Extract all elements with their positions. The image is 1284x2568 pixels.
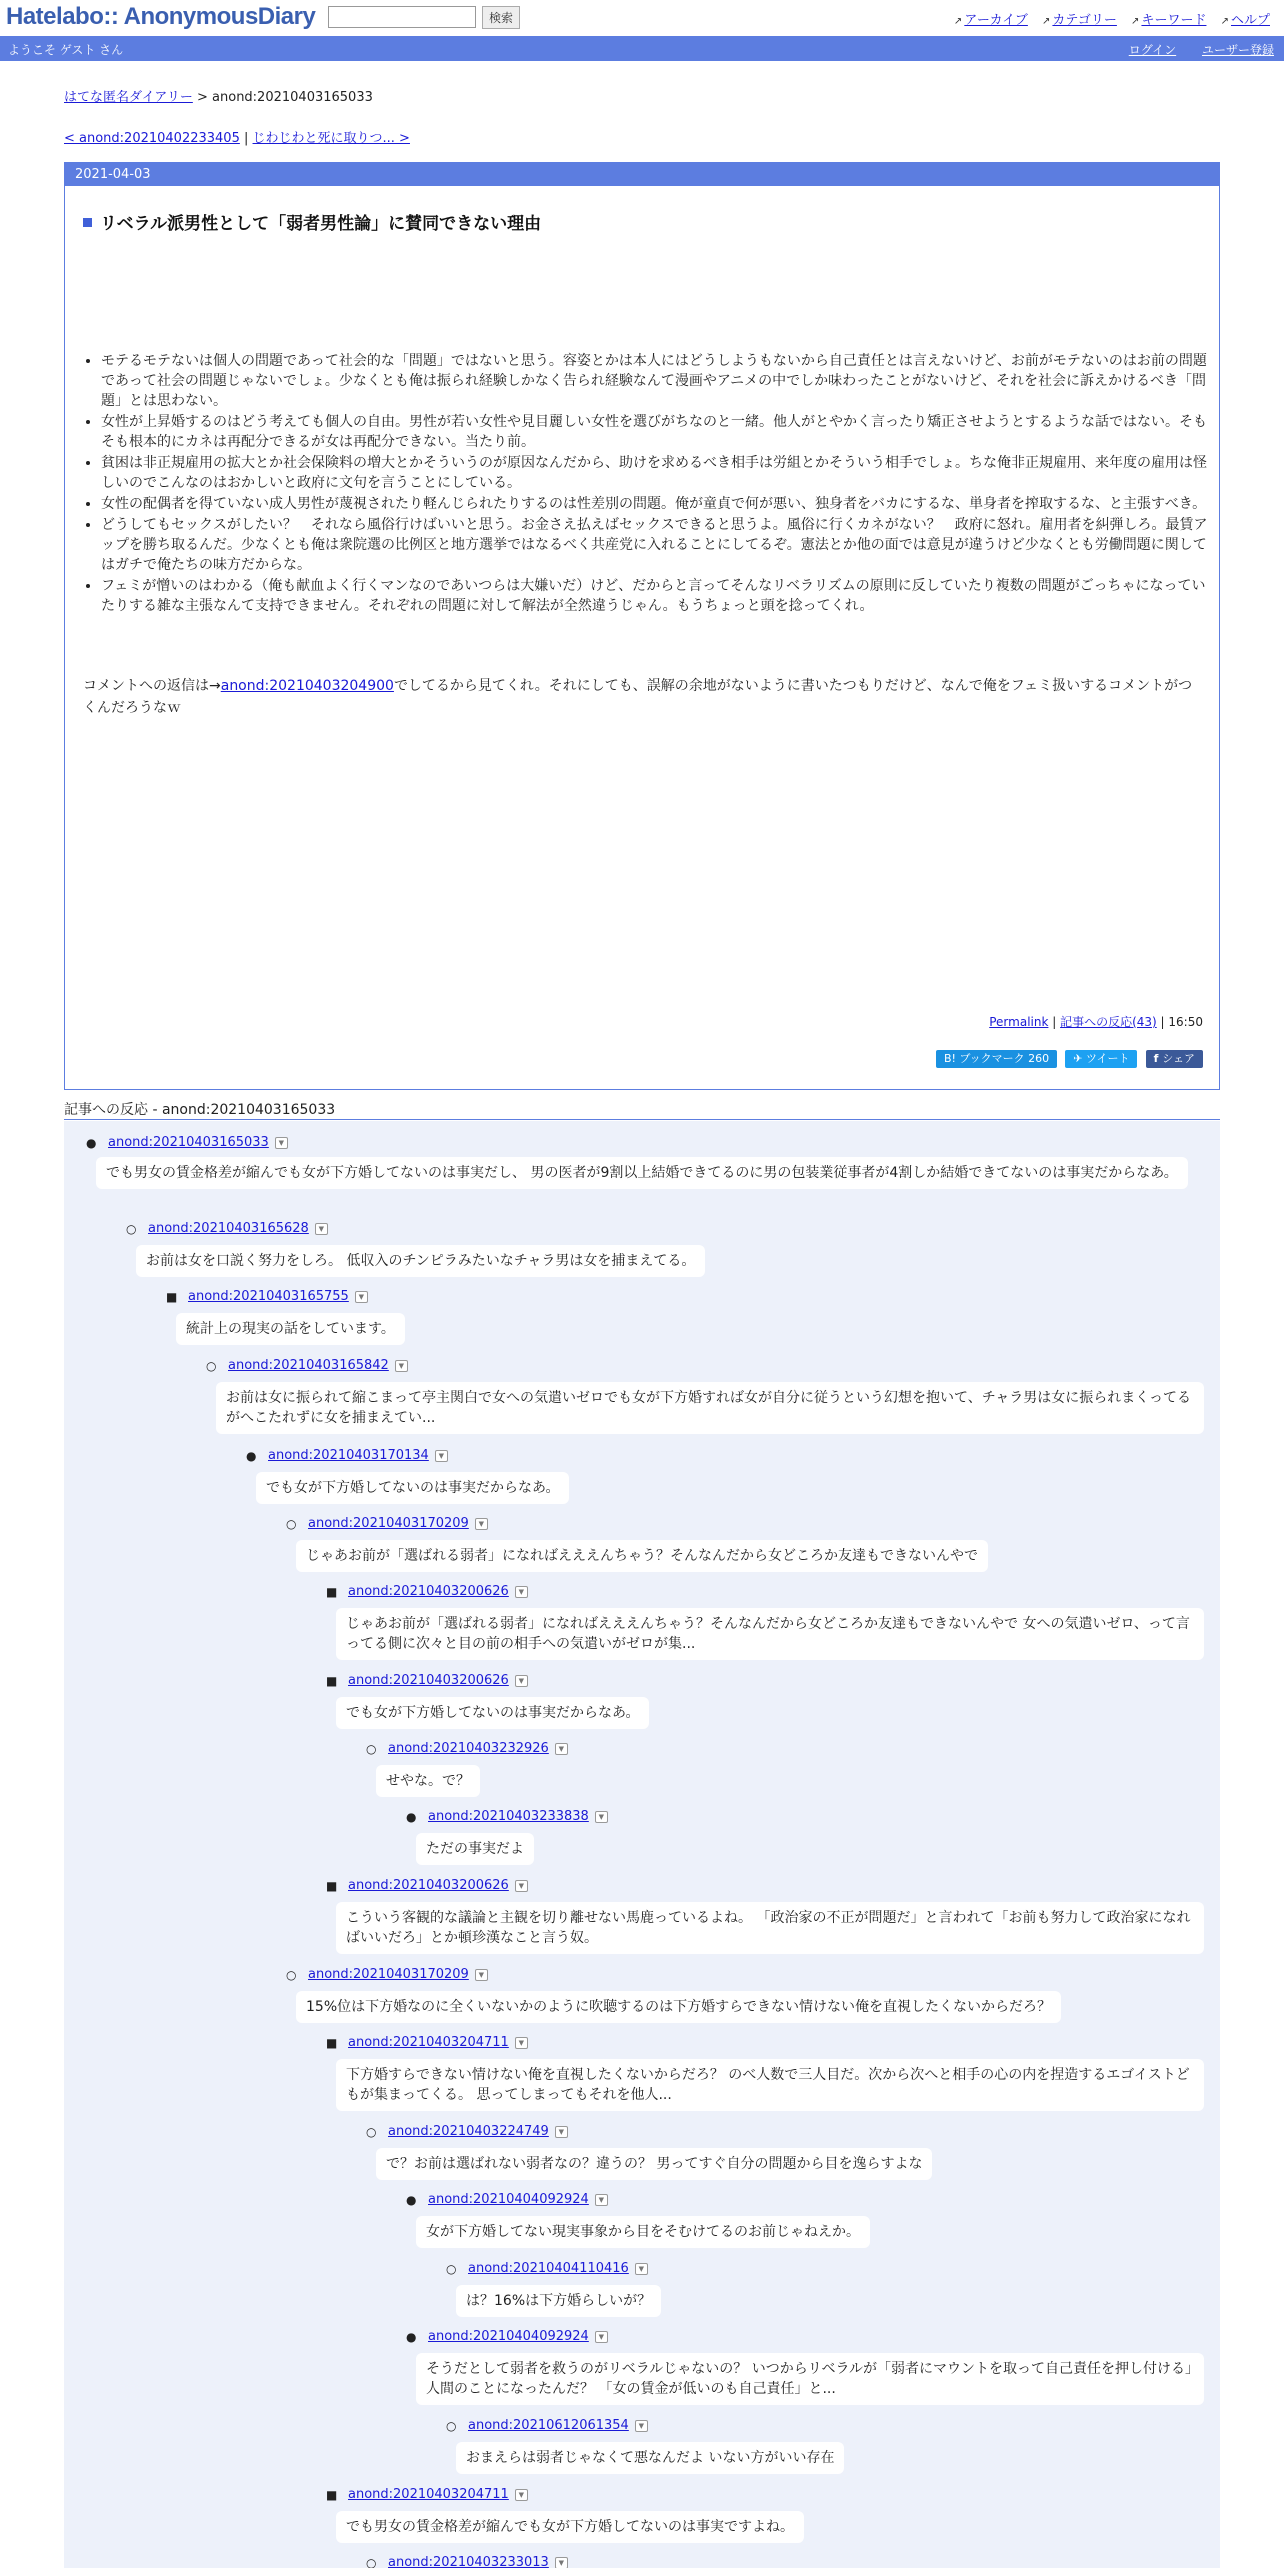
tree-bullet: ○ [366, 2556, 377, 2568]
response-excerpt: でも女が下方婚してないのは事実だからなあ。 [336, 1697, 649, 1729]
response-item [148, 1221, 328, 1236]
tree-bullet: ■ [326, 1585, 338, 1599]
tree-bullet: ● [406, 2193, 417, 2207]
response-link[interactable]: anond:20210403170134 [268, 1448, 429, 1463]
search-input[interactable] [328, 6, 476, 28]
response-link[interactable]: anond:20210404092924 [428, 2192, 589, 2207]
tree-bullet: ● [406, 2330, 417, 2344]
response-excerpt: でも男女の賃金格差が縮んでも女が下方婚してないのは事実だし、 男の医者が9割以上結婚できてるのに男の包装業従事者が4割しか結婚できてないのは事実だからなあ。 [96, 1157, 1188, 1189]
archive-link[interactable]: アーカイブ [964, 13, 1028, 28]
response-item [348, 2487, 528, 2502]
response-excerpt: で？お前は選ばれない弱者なの？違うの？ 男ってすぐ自分の問題から目を逸らすよな [376, 2148, 932, 2180]
tree-bullet: ○ [446, 2262, 457, 2276]
entry-bullet: • モテるモテないは個人の問題であって社会的な「問題」ではないと思う。容姿とかは本人にはどうしようもないから自己責任とは言えないけど、お前がモテないのはお前の問題であって社会の問題じゃないでしょ。少なくとも俺は振られ経験しかなく告られ経験なんて漫画やアニメの中でしか味わったことがないけど、それを社会に訴えかけるべき「問題」とは思わない。 [101, 351, 1216, 411]
facebook-icon: f [1153, 1052, 1163, 1065]
response-item [348, 1673, 528, 1688]
chevron-down-icon[interactable]: ▼ [315, 1223, 328, 1235]
response-item [348, 2035, 528, 2050]
login-link[interactable]: ログイン [1128, 43, 1177, 57]
arrow-icon: ↗ [1220, 16, 1229, 27]
entry-bullet: • 女性の配偶者を得ていない成人男性が蔑視されたり軽んじられたりするのは性差別の問題。俺が童貞で何が悪い、独身者をバカにするな、単身者を搾取するな、と主張すべき。 [101, 494, 1216, 514]
response-excerpt: お前は女を口説く努力をしろ。 低収入のチンピラみたいなチャラ男は女を捕まえてる。 [136, 1245, 705, 1277]
breadcrumb-separator: > [196, 90, 208, 105]
entry-title [83, 209, 541, 234]
user-bar [0, 36, 1284, 61]
tree-bullet: ■ [326, 2036, 338, 2050]
chevron-down-icon[interactable]: ▼ [515, 1586, 528, 1598]
site-logo[interactable]: Hatelabo:: AnonymousDiary [6, 3, 316, 30]
chevron-down-icon[interactable]: ▼ [515, 1675, 528, 1687]
pager-separator: | [244, 131, 249, 146]
register-link[interactable]: ユーザー登録 [1201, 43, 1274, 57]
chevron-down-icon[interactable]: ▼ [355, 1291, 368, 1303]
response-link[interactable]: anond:20210403165842 [228, 1358, 389, 1373]
response-link[interactable]: anond:20210403200626 [348, 1878, 509, 1893]
tweet-button[interactable] [1065, 1050, 1137, 1068]
facebook-share-button[interactable] [1146, 1050, 1203, 1068]
category-link[interactable]: カテゴリー [1052, 13, 1117, 28]
response-excerpt: 15%位は下方婚なのに全くいないかのように吹聴するのは下方婚すらできない情けない俺を直視したくないからだろ？ [296, 1991, 1061, 2023]
response-link[interactable]: anond:20210403233013 [388, 2555, 549, 2568]
response-excerpt: でも女が下方婚してないのは事実だからなあ。 [256, 1472, 569, 1504]
response-item [308, 1967, 488, 1982]
reply-entry-link[interactable]: anond:20210403204900 [220, 678, 394, 694]
response-link[interactable]: anond:20210403200626 [348, 1673, 509, 1688]
response-excerpt: 統計上の現実の話をしています。 [176, 1313, 405, 1345]
comment-note-prefix: コメントへの返信は→ [83, 678, 221, 694]
tree-bullet: ● [406, 1810, 417, 1824]
breadcrumb-current: anond:20210403165033 [212, 90, 373, 105]
response-item [228, 1358, 408, 1373]
response-link[interactable]: anond:20210404110416 [468, 2261, 629, 2276]
arrow-icon: ↗ [953, 16, 963, 27]
arrow-icon: ↗ [1042, 16, 1051, 27]
response-excerpt: じゃあお前が「選ばれる弱者」になればえええんちゃう？そんなんだから女どころか友達もできないんやで 女への気遣いゼロ、って言ってる側に次々と目の前の相手への気遣いがゼロが集... [336, 1608, 1204, 1660]
response-link[interactable]: anond:20210612061354 [468, 2418, 629, 2433]
twitter-bird-icon: ✈ [1073, 1052, 1086, 1065]
tree-bullet: ■ [166, 1290, 178, 1304]
response-item [268, 1448, 448, 1463]
response-excerpt: おまえらは弱者じゃなくて悪なんだよ いない方がいい存在 [456, 2442, 844, 2474]
share-buttons [932, 1050, 1203, 1068]
breadcrumb [64, 86, 373, 105]
response-link[interactable]: anond:20210404092924 [428, 2329, 589, 2344]
entry-bullet: • どうしてもセックスがしたい？ それなら風俗行けばいいと思う。お金さえ払えばセックスできると思うよ。風俗に行くカネがない？ 政府に怒れ。雇用者を糾弾しろ。最賃アップを勝ち取るんだ。少なくとも俺は衆院選の比例区と地方選挙ではなるべく共産党に入れることにしてるぞ。憲法とか他の面では意見が違うけど少なくとも労働問題に関してはガチで俺たちの味方だからな。 [101, 515, 1216, 575]
day-date: 2021-04-03 [65, 163, 1219, 186]
response-link[interactable]: anond:20210403224749 [388, 2124, 549, 2139]
comment-note [83, 675, 1203, 719]
chevron-down-icon[interactable]: ▼ [395, 1360, 408, 1372]
chevron-down-icon[interactable]: ▼ [595, 2331, 608, 2343]
chevron-down-icon[interactable]: ▼ [635, 2420, 648, 2432]
chevron-down-icon[interactable]: ▼ [635, 2263, 648, 2275]
response-item [428, 2192, 608, 2207]
response-item [348, 1584, 528, 1599]
response-excerpt: 女が下方婚してない現実事象から目をそむけてるのお前じゃねえか。 [416, 2216, 870, 2248]
chevron-down-icon[interactable]: ▼ [555, 1743, 568, 1755]
hatena-bookmark-button[interactable]: B! ブックマーク 260 [936, 1050, 1057, 1068]
site-header [0, 0, 1284, 36]
responses-link[interactable]: 記事への反応(43) [1060, 1015, 1157, 1029]
response-excerpt: は？16%は下方婚らしいが？ [456, 2285, 661, 2317]
chevron-down-icon[interactable]: ▼ [555, 2126, 568, 2138]
chevron-down-icon[interactable]: ▼ [475, 1518, 488, 1530]
arrow-icon: ↗ [1131, 16, 1140, 27]
chevron-down-icon[interactable]: ▼ [515, 2489, 528, 2501]
tree-bullet: ○ [206, 1359, 217, 1373]
tree-bullet: ○ [286, 1517, 297, 1531]
chevron-down-icon[interactable]: ▼ [275, 1137, 288, 1149]
prev-entry-link[interactable]: < anond:20210402233405 [64, 131, 240, 146]
response-tree [64, 1121, 1220, 2568]
response-link[interactable]: anond:20210403204711 [348, 2035, 509, 2050]
day-section [64, 162, 1220, 1090]
tree-bullet: ○ [446, 2419, 457, 2433]
tree-bullet: ○ [366, 1742, 377, 1756]
response-item [348, 1878, 528, 1893]
response-excerpt: そうだとして弱者を救うのがリベラルじゃないの？ いつからリベラルが「弱者にマウントを取って自己責任を押し付ける」人間のことになったんだ？ 「女の賃金が低いのも自己責任」と... [416, 2353, 1204, 2405]
chevron-down-icon[interactable]: ▼ [555, 2557, 568, 2568]
response-link[interactable]: anond:20210403204711 [348, 2487, 509, 2502]
entry-time: 16:50 [1168, 1015, 1203, 1029]
entry-body-list [83, 351, 1216, 617]
welcome-text: ようこそ ゲスト さん [8, 43, 124, 57]
response-link[interactable]: anond:20210403170209 [308, 1516, 469, 1531]
permalink[interactable]: Permalink [989, 1015, 1049, 1029]
response-excerpt: 下方婚すらできない情けない俺を直視したくないからだろ？ のべ人数で三人目だ。次から次へと相手の心の内を捏造するエゴイストどもが集まってくる。 思ってしまってもそれを他人... [336, 2059, 1204, 2111]
response-excerpt: お前は女に振られて縮こまって亭主関白で女への気遣いゼロでも女が下方婚すれば女が自分に従うという幻想を抱いて、チャラ男は女に振られまくってるがへこたれずに女を捕まえてい... [216, 1382, 1204, 1434]
response-excerpt: じゃあお前が「選ばれる弱者」になればえええんちゃう？そんなんだから女どころか友達もできないんやで [296, 1540, 988, 1572]
chevron-down-icon[interactable]: ▼ [595, 2194, 608, 2206]
entry-bullet: • 貧困は非正規雇用の拡大とか社会保険料の増大とかそういうのが原因なんだから、助けを求めるべき相手は労組とかそういう相手でしょ。ちな俺非正規雇用、来年度の雇用は怪しいのでこんなのはおかしいと政府に文句を言うことにしている。 [101, 453, 1216, 493]
tree-bullet: ○ [126, 1222, 137, 1236]
square-bullet-icon[interactable] [83, 218, 92, 227]
chevron-down-icon[interactable]: ▼ [595, 1811, 608, 1823]
response-link[interactable]: anond:20210403165033 [108, 1135, 269, 1150]
response-link[interactable]: anond:20210403232926 [388, 1741, 549, 1756]
response-item [188, 1289, 368, 1304]
response-excerpt: こういう客観的な議論と主観を切り離せない馬鹿っているよね。 「政治家の不正が問題だ」と言われて「お前も努力して政治家になればいいだろ」とか頓珍漢なこと言う奴。 [336, 1902, 1204, 1954]
response-link[interactable]: anond:20210403233838 [428, 1809, 589, 1824]
response-item [468, 2261, 648, 2276]
response-item [388, 2555, 568, 2568]
header-nav [944, 9, 1270, 28]
breadcrumb-root-link[interactable]: はてな匿名ダイアリー [64, 90, 193, 105]
tree-bullet: ○ [366, 2125, 377, 2139]
help-link[interactable]: ヘルプ [1230, 13, 1270, 28]
entry-footer: Permalink | 記事への反応(43) | 16:50 [989, 1015, 1203, 1029]
response-link[interactable]: anond:20210403170209 [308, 1967, 469, 1982]
response-item [388, 2124, 568, 2139]
chevron-down-icon[interactable]: ▼ [515, 1880, 528, 1892]
response-excerpt: ただの事実だよ [416, 1833, 534, 1865]
entry-title-text: リベラル派男性として「弱者男性論」に賛同できない理由 [100, 214, 542, 234]
responses-header: 記事への反応 - anond:20210403165033 [64, 1099, 1220, 1120]
response-item [108, 1135, 288, 1150]
response-item [428, 2329, 608, 2344]
response-excerpt: せやな。で？ [376, 1765, 480, 1797]
chevron-down-icon[interactable]: ▼ [475, 1969, 488, 1981]
response-excerpt: でも男女の賃金格差が縮んでも女が下方婚してないのは事実ですよね。 [336, 2511, 804, 2543]
tweet-label: ツイート [1086, 1052, 1130, 1065]
chevron-down-icon[interactable]: ▼ [515, 2037, 528, 2049]
entry-bullet: • 女性が上昇婚するのはどう考えても個人の自由。男性が若い女性や見目麗しい女性を選びがちなのと一緒。他人がとやかく言ったり矯正させようとするような話ではない。そもそも根本的にカネは再配分できるが女は再配分できない。当たり前。 [101, 412, 1216, 452]
response-link[interactable]: anond:20210403200626 [348, 1584, 509, 1599]
share-label: シェア [1162, 1052, 1195, 1065]
tree-bullet: ○ [286, 1968, 297, 1982]
response-link[interactable]: anond:20210403165755 [188, 1289, 349, 1304]
response-item [428, 1809, 608, 1824]
keyword-link[interactable]: キーワード [1141, 13, 1207, 28]
chevron-down-icon[interactable]: ▼ [435, 1450, 448, 1462]
comment-note-suffix: でしてるから見てくれ。それにしても、誤解の余地がないように書いたつもりだけど、なんで俺をフェミ扱いするコメントがつくんだろうなｗ [83, 678, 1193, 716]
response-item [308, 1516, 488, 1531]
next-entry-link[interactable]: じわじわと死に取りつ... > [252, 131, 410, 146]
tree-bullet: ● [86, 1136, 97, 1150]
tree-bullet: ● [246, 1449, 257, 1463]
response-item [468, 2418, 648, 2433]
entry-bullet: • フェミが憎いのはわかる（俺も献血よく行くマンなのであいつらは大嫌いだ）けど、だからと言ってそんなリベラリズムの原則に反していたり複数の問題がごっちゃになっていたりする雑な主張なんて支持できません。それぞれの問題に対して解法が全然違うじゃん。もうちょっと頭を捻ってくれ。 [101, 576, 1216, 616]
entry-pager [64, 127, 410, 146]
tree-bullet: ■ [326, 1674, 338, 1688]
response-link[interactable]: anond:20210403165628 [148, 1221, 309, 1236]
search-button[interactable]: 検索 [482, 6, 520, 29]
tree-bullet: ■ [326, 2488, 338, 2502]
tree-bullet: ■ [326, 1879, 338, 1893]
response-item [388, 1741, 568, 1756]
